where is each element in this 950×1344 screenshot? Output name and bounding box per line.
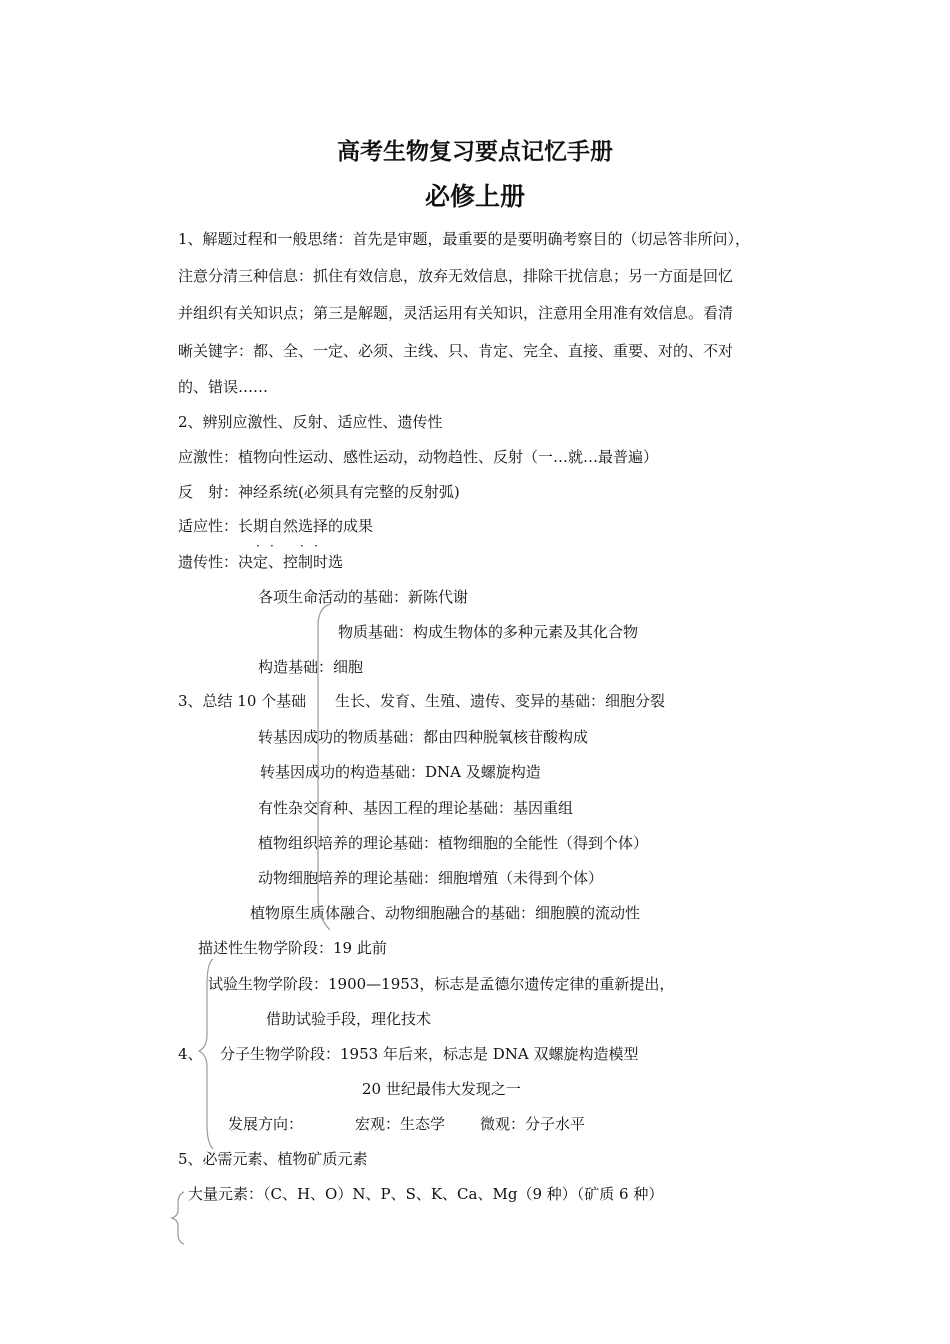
document-title: 高考生物复习要点记忆手册	[337, 138, 613, 165]
document-subtitle: 必修上册	[424, 182, 525, 211]
section2-item-heredity: 遗传性：决定、控制时选	[178, 553, 344, 571]
section3-item-3: 构造基础：细胞	[258, 658, 364, 676]
section3-item-2: 物质基础：构成生物体的多种元素及其化合物	[338, 623, 639, 641]
section5-brace	[170, 1190, 190, 1246]
section1-line-1: 1、解题过程和一般思绪：首先是审题，最重要的是要明确考察目的（切忌答非所问），	[178, 230, 751, 248]
section3-item-10: 植物原生质体融合、动物细胞融合的基础：细胞膜的流动性	[250, 904, 641, 922]
section2-item-adaptation: 适应性：长期自然选择的成果	[178, 517, 374, 535]
section4-direction-label: 发展方向：	[228, 1115, 304, 1133]
section3-item-8: 植物组织培养的理论基础：植物细胞的全能性（得到个体）	[258, 834, 649, 852]
section2-item-reflex: 反 射：神经系统(必须具有完整的反射弧)	[178, 483, 460, 501]
section1-line-2: 注意分清三种信息：抓住有效信息，放弃无效信息，排除干扰信息；另一方面是回忆	[178, 267, 734, 285]
section4-line-3: 借助试验手段，理化技术	[266, 1010, 432, 1028]
section3-item-7: 有性杂交育种、基因工程的理论基础：基因重组	[258, 799, 574, 817]
section3-item-5: 转基因成功的物质基础：都由四种脱氧核苷酸构成	[258, 728, 589, 746]
section4-brace	[195, 955, 225, 1155]
section4-micro: 微观：分子水平	[480, 1115, 586, 1133]
section1-line-5: 的、错误……	[178, 378, 269, 396]
section2-item-stress: 应激性：植物向性运动、感性运动，动物趋性、反射（一…就…最普遍）	[178, 448, 659, 466]
section1-line-4: 晰关键字：都、全、一定、必须、主线、只、肯定、完全、直接、重要、对的、不对	[178, 342, 734, 360]
section4-line-4: 分子生物学阶段：1953 年后来，标志是 DNA 双螺旋构造模型	[220, 1045, 639, 1063]
section5-major-elements: 大量元素：（C、H、O）N、P、S、K、Ca、Mg（9 种）（矿质 6 种）	[188, 1185, 664, 1203]
section1-line-3: 并组织有关知识点；第三是解题，灵活运用有关知识，注意用全用准有效信息。看清	[178, 304, 734, 322]
document-page: 高考生物复习要点记忆手册 必修上册 1、解题过程和一般思绪：首先是审题，最重要的是要明确考察目的（切忌答非所问）， 注意分清三种信息：抓住有效信息，放弃无效信息，排除干扰信息；另一方面是回忆 并组织有关知识点；第三是解题，灵活运用有关知识，注意用全用准有效信息。看清 晰关键字：都、全、一定、必须、主线、只、肯定、完全、直接、重要、对的、不对 的、错误…… 2、辨别应激性、反射、适应性、遗传性 应激性：植物向性运动、感性运动，动物趋性、反射（一…就…最普遍） 反 射：神经系统(必须具有完整的反射弧) 适应性：长期自然选择的成果 · · · · 遗传性：决定、控制时选 各项生命活动的基础：新陈代谢 物质基础：构成生物体的多种元素及其化合物 构造基础：细胞 3、总结 10 个基础 生长、发育、生殖、遗传、变异的基础：细胞分裂 转基因成功的物质基础：都由四种脱氧核苷酸构成 转基因成功的构造基础：DNA 及螺旋构造 有性杂交育种、基因工程的理论基础：基因重组 植物组织培养的理论基础：植物细胞的全能性（得到个体） 动物细胞培养的理论基础：细胞增殖（未得到个体） 植物原生质体融合、动物细胞融合的基础：细胞膜的流动性 描述性生物学阶段：19 此前 试验生物学阶段：1900—1953，标志是孟德尔遗传定律的重新提出， 借助试验手段，理化技术 4、 分子生物学阶段：1953 年后来，标志是 DNA 双螺旋构造模型 20 世纪最伟大发现之一 发展方向： 宏观：生态学 微观：分子水平 5、必需元素、植物矿质元素 大量元素：（C、H、O）N、P、S、K、Ca、Mg（9 种）（矿质 6 种）	[0, 0, 950, 1344]
section3-label: 3、总结 10 个基础	[178, 692, 307, 710]
section3-brace	[300, 600, 340, 940]
section4-line-1: 描述性生物学阶段：19 此前	[198, 939, 387, 957]
section4-label: 4、	[178, 1045, 203, 1063]
section3-item-9: 动物细胞培养的理论基础：细胞增殖（未得到个体）	[258, 869, 604, 887]
section3-item-6: 转基因成功的构造基础：DNA 及螺旋构造	[260, 763, 541, 781]
section2-heading: 2、辨别应激性、反射、适应性、遗传性	[178, 413, 443, 431]
section4-macro: 宏观：生态学	[355, 1115, 446, 1133]
section3-item-4: 生长、发育、生殖、遗传、变异的基础：细胞分裂	[335, 692, 666, 710]
section4-line-2: 试验生物学阶段：1900—1953，标志是孟德尔遗传定律的重新提出，	[208, 975, 675, 993]
section5-heading: 5、必需元素、植物矿质元素	[178, 1150, 368, 1168]
section4-line-5: 20 世纪最伟大发现之一	[362, 1080, 521, 1098]
section3-item-1: 各项生命活动的基础：新陈代谢	[258, 588, 469, 606]
